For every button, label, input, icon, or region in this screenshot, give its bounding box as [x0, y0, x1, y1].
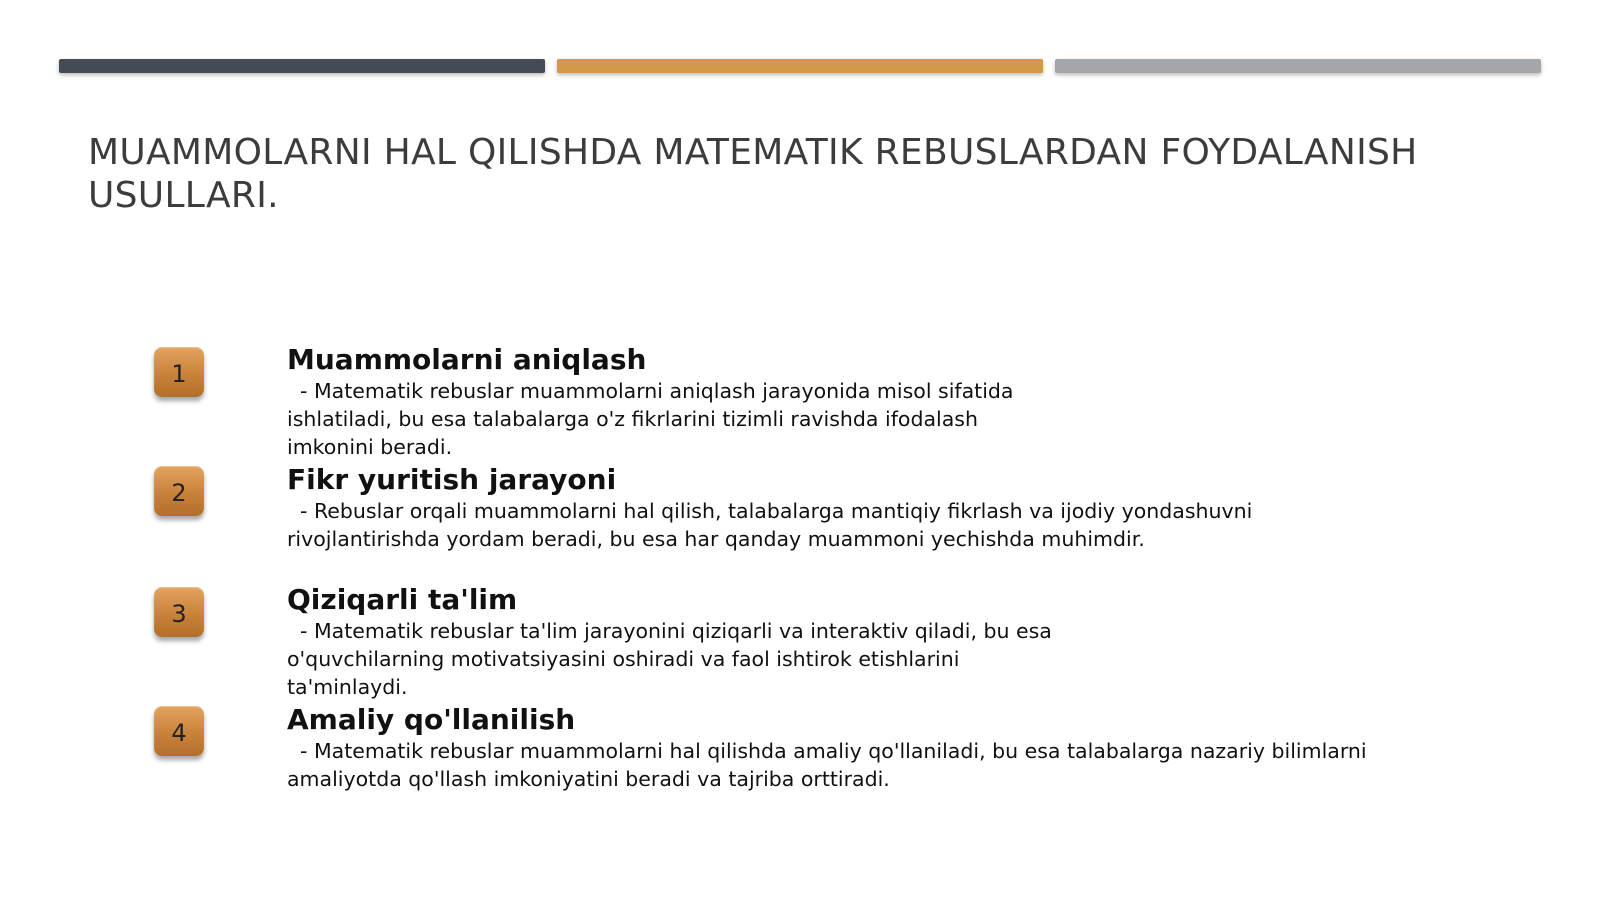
description-line: amaliyotda qo'llash imkoniyatini beradi va tajriba orttiradi.: [287, 767, 890, 791]
description-line: - Matematik rebuslar muammolarni aniqlash jarayonida misol sifatida: [287, 379, 1014, 403]
number-badge: [154, 466, 204, 516]
badge-number: 4: [171, 719, 187, 747]
number-badge: [154, 587, 204, 637]
description-line: - Rebuslar orqali muammolarni hal qilish, talabalarga mantiqiy fikrlash va ijodiy yondashuvni: [287, 499, 1253, 523]
item-text: [287, 463, 1252, 553]
item-description: [287, 617, 1052, 701]
description-line: imkonini beradi.: [287, 435, 453, 459]
badge-number: 1: [171, 360, 187, 388]
description-line: rivojlantirishda yordam beradi, bu esa har qanday muammoni yechishda muhimdir.: [287, 527, 1145, 551]
description-line: - Matematik rebuslar muammolarni hal qilishda amaliy qo'llaniladi, bu esa talabalarga nazariy bilimlarni: [287, 739, 1367, 763]
description-line: - Matematik rebuslar ta'lim jarayonini qiziqarli va interaktiv qiladi, bu esa: [287, 619, 1052, 643]
item-heading: Amaliy qo'llanilish: [287, 703, 576, 736]
item-heading: Muammolarni aniqlash: [287, 343, 647, 376]
item-text: [287, 343, 1014, 461]
item-heading: Fikr yuritish jarayoni: [287, 463, 617, 496]
item-description: [287, 737, 1367, 793]
item-text: [287, 583, 1052, 701]
item-text: [287, 703, 1367, 793]
description-line: ishlatiladi, bu esa talabalarga o'z fikrlarini tizimli ravishda ifodalash: [287, 407, 978, 431]
badge-number: 2: [171, 479, 187, 507]
description-line: o'quvchilarning motivatsiyasini oshiradi va faol ishtirok etishlarini: [287, 647, 960, 671]
item-description: [287, 497, 1252, 553]
item-heading: Qiziqarli ta'lim: [287, 583, 518, 616]
badge-number: 3: [171, 600, 187, 628]
description-line: ta'minlaydi.: [287, 675, 408, 699]
item-description: [287, 377, 1014, 461]
number-badge: [154, 347, 204, 397]
slide-title: MUAMMOLARNI HAL QILISHDA MATEMATIK REBUSLARDAN FOYDALANISH USULLARI.: [88, 132, 1418, 216]
number-badge: [154, 706, 204, 756]
